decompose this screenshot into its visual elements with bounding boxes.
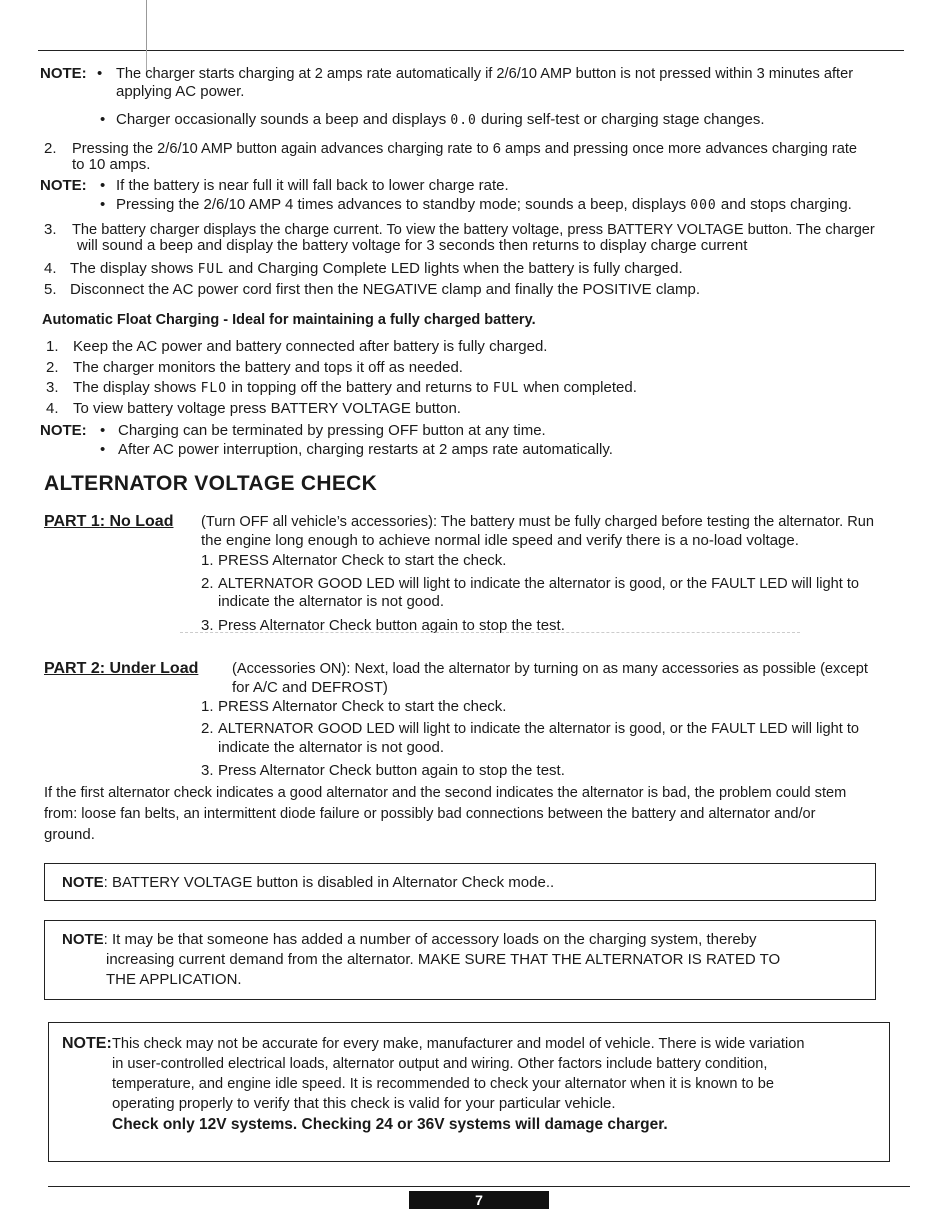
note-body: : BATTERY VOLTAGE button is disabled in Alternator Check mode.. (103, 874, 555, 891)
step-text: To view battery voltage press BATTERY VOLTAGE button. (73, 400, 461, 417)
warning-text: Check only 12V systems. Checking 24 or 36V systems will damage charger. (112, 1116, 668, 1133)
step-text: Press Alternator Check button again to stop the test. (218, 762, 565, 779)
note-body: temperature, and engine idle speed. It is recommended to check your alternator when it is known to be (112, 1076, 774, 1092)
step-text: Pressing the 2/6/10 AMP button again advances charging rate to 6 amps and pressing once more advances charging rate (72, 141, 858, 157)
step-number: 3. (201, 762, 214, 779)
bottom-rule (48, 1186, 910, 1187)
note-label: NOTE: (62, 1035, 112, 1052)
note-box (48, 1022, 890, 1162)
note-label: NOTE: (40, 422, 87, 439)
part-intro: (Accessories ON): Next, load the alternator by turning on as many accessories as possible (except (232, 661, 868, 677)
step-text-post: and Charging Complete LED lights when the battery is fully charged. (228, 260, 683, 277)
note-text: If the battery is near full it will fall back to lower charge rate. (116, 177, 509, 194)
step-text (70, 259, 683, 280)
step-number: 5. (44, 281, 57, 298)
bullet-icon: • (100, 422, 106, 439)
note-label: NOTE (62, 931, 104, 948)
note-text: After AC power interruption, charging restarts at 2 amps rate automatically. (118, 441, 613, 458)
display-code: 0.0 (450, 113, 477, 128)
step-text (73, 378, 637, 399)
step-number: 2. (44, 140, 57, 157)
note-label: NOTE (62, 874, 104, 891)
step-text-pre: The display shows (70, 260, 194, 277)
display-code: FLO (200, 381, 228, 396)
note-box (44, 863, 876, 901)
step-text-pre: The display shows (73, 379, 197, 396)
step-number: 1. (201, 698, 214, 715)
top-rule (38, 50, 904, 51)
note-text (116, 195, 852, 216)
part-title: PART 1: No Load (44, 513, 174, 530)
note-text: The charger starts charging at 2 amps rate automatically if 2/6/10 AMP button is not pressed within 3 minutes after (116, 66, 854, 82)
step-number: 2. (46, 359, 59, 376)
display-code: FUL (492, 381, 520, 396)
step-number: 1. (46, 338, 59, 355)
bullet-icon: • (100, 177, 106, 194)
note-box-text (62, 873, 554, 893)
part-intro: (Turn OFF all vehicle’s accessories): The battery must be fully charged before testing the alternator. Run (201, 514, 874, 530)
display-code: FUL (197, 262, 225, 277)
note-text-post: during self-test or charging stage changes. (481, 111, 765, 128)
note-body: : It may be that someone has added a number of accessory loads on the charging system, thereby (103, 931, 757, 948)
scan-artifact-line (180, 632, 800, 633)
note-text-pre: Charger occasionally sounds a beep and displays (116, 111, 447, 128)
bullet-icon: • (100, 196, 106, 213)
step-text: PRESS Alternator Check to start the check. (218, 698, 507, 715)
note-box-text (62, 930, 757, 950)
note-text: Charging can be terminated by pressing OFF button at any time. (118, 422, 546, 439)
part-intro: the engine long enough to achieve normal idle speed and verify there is a no-load voltage. (201, 532, 799, 549)
section-heading: ALTERNATOR VOLTAGE CHECK (44, 472, 378, 495)
bullet-icon: • (97, 65, 103, 82)
step-text: The charger monitors the battery and tops it off as needed. (73, 359, 463, 376)
step-number: 4. (46, 400, 59, 417)
note-text-post: and stops charging. (720, 196, 852, 213)
summary-text: If the first alternator check indicates a good alternator and the second indicates the alternator is bad, the problem could stem (44, 785, 847, 801)
step-text: will sound a beep and display the battery voltage for 3 seconds then returns to display charge current (77, 237, 748, 254)
step-text: ALTERNATOR GOOD LED will light to indicate the alternator is good, or the FAULT LED will light to (218, 721, 860, 737)
note-text (116, 110, 765, 131)
step-text: Press Alternator Check button again to stop the test. (218, 617, 565, 634)
page-number: 7 (409, 1191, 549, 1209)
part-intro: for A/C and DEFROST) (232, 679, 388, 696)
step-text-mid: in topping off the battery and returns to (231, 379, 489, 396)
note-body: operating properly to verify that this check is valid for your particular vehicle. (112, 1095, 616, 1112)
step-text: indicate the alternator is not good. (218, 739, 444, 756)
note-body: increasing current demand from the alternator. MAKE SURE THAT THE ALTERNATOR IS RATED TO (106, 951, 781, 968)
step-text: ALTERNATOR GOOD LED will light to indicate the alternator is good, or the FAULT LED will light to (218, 576, 860, 592)
note-text-pre: Pressing the 2/6/10 AMP 4 times advances to standby mode; sounds a beep, displays (116, 196, 687, 213)
summary-text: from: loose fan belts, an intermittent diode failure or possibly bad connections between the battery and alternator and/or (44, 806, 816, 822)
section-subheading: Automatic Float Charging - Ideal for maintaining a fully charged battery. (42, 312, 536, 328)
note-label: NOTE: (40, 65, 87, 82)
step-number: 3. (46, 379, 59, 396)
bullet-icon: • (100, 111, 106, 128)
step-text: indicate the alternator is not good. (218, 593, 444, 610)
summary-text: ground. (44, 826, 95, 843)
step-text: Disconnect the AC power cord first then the NEGATIVE clamp and finally the POSITIVE clamp. (70, 281, 700, 298)
step-number: 3. (201, 617, 214, 634)
step-number: 2. (201, 720, 214, 737)
step-text: The battery charger displays the charge current. To view the battery voltage, press BATTERY VOLTAGE button. The charger (72, 222, 875, 238)
note-body: in user-controlled electrical loads, alternator output and wiring. Other factors include battery condition, (112, 1056, 768, 1072)
note-text: applying AC power. (116, 83, 245, 100)
step-number: 1. (201, 552, 214, 569)
display-code: 000 (690, 198, 717, 213)
step-text: Keep the AC power and battery connected after battery is fully charged. (73, 338, 548, 355)
step-text: to 10 amps. (72, 156, 151, 173)
note-body: This check may not be accurate for every make, manufacturer and model of vehicle. There is wide variation (112, 1036, 805, 1052)
step-number: 4. (44, 260, 57, 277)
part-title: PART 2: Under Load (44, 660, 199, 677)
note-body: THE APPLICATION. (106, 971, 242, 988)
note-label: NOTE: (40, 177, 87, 194)
note-box (44, 920, 876, 1000)
step-number: 2. (201, 575, 214, 592)
step-text: PRESS Alternator Check to start the check. (218, 552, 507, 569)
bullet-icon: • (100, 441, 106, 458)
step-text-post: when completed. (523, 379, 637, 396)
step-number: 3. (44, 221, 57, 238)
scan-mark (146, 0, 147, 50)
